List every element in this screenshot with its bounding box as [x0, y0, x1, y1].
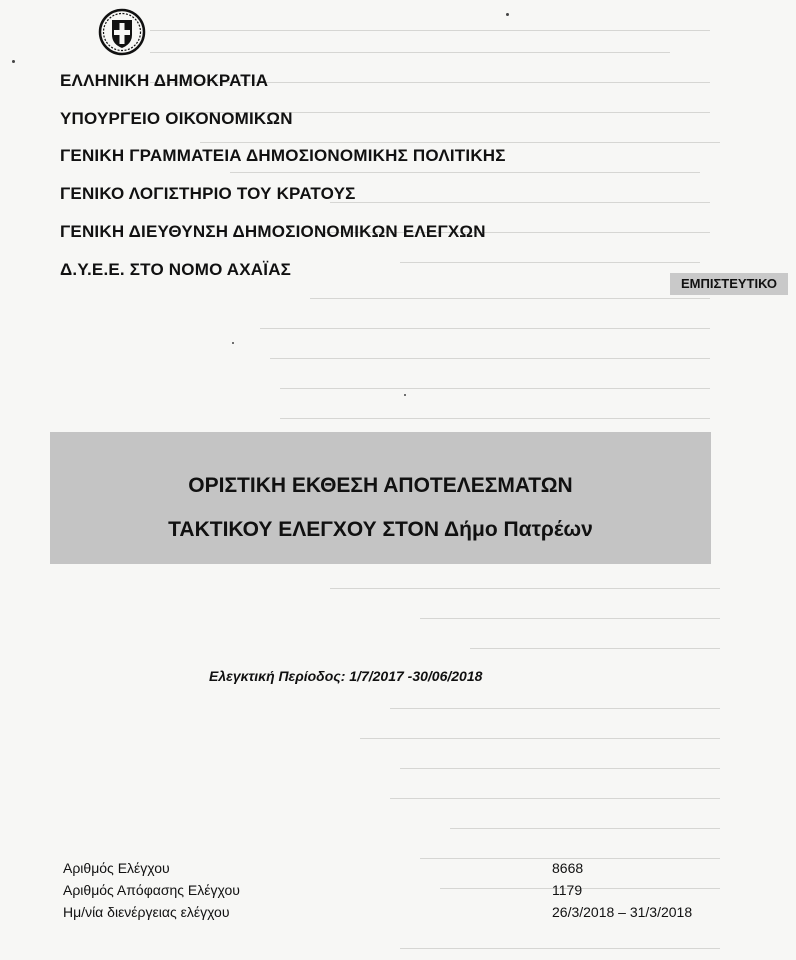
header-line-directorate: ΓΕΝΙΚΗ ΔΙΕΥΘΥΝΣΗ ΔΗΜΟΣΙΟΝΟΜΙΚΩΝ ΕΛΕΓΧΩΝ: [60, 222, 486, 241]
audit-info-row: [63, 882, 743, 904]
classification-badge: ΕΜΠΙΣΤΕΥΤΙΚΟ: [670, 273, 788, 295]
issuing-authority-header: [60, 70, 506, 297]
audit-period: Ελεγκτική Περίοδος: 1/7/2017 -30/06/2018: [209, 668, 483, 684]
header-line-secretariat: ΓΕΝΙΚΗ ΓΡΑΜΜΑΤΕΙΑ ΔΗΜΟΣΙΟΝΟΜΙΚΗΣ ΠΟΛΙΤΙΚΗΣ: [60, 146, 506, 165]
audit-decision-number-label: Αριθμός Απόφασης Ελέγχου: [63, 882, 240, 898]
audit-info-table: [63, 860, 743, 926]
header-line-republic: ΕΛΛΗΝΙΚΗ ΔΗΜΟΚΡΑΤΙΑ: [60, 71, 269, 90]
audit-info-row: [63, 860, 743, 882]
report-title-line-1: ΟΡΙΣΤΙΚΗ ΕΚΘΕΣΗ ΑΠΟΤΕΛΕΣΜΑΤΩΝ: [188, 474, 573, 497]
audit-decision-number-value: 1179: [552, 882, 583, 898]
header-line-ministry: ΥΠΟΥΡΓΕΙΟ ΟΙΚΟΝΟΜΙΚΩΝ: [60, 109, 293, 128]
audit-info-row: [63, 904, 743, 926]
greek-coat-of-arms-icon: [98, 8, 146, 56]
header-line-regional-service: Δ.Υ.Ε.Ε. ΣΤΟ ΝΟΜΟ ΑΧΑΪΑΣ: [60, 260, 292, 279]
audit-number-label: Αριθμός Ελέγχου: [63, 860, 170, 876]
audit-date-value: 26/3/2018 – 31/3/2018: [552, 904, 693, 920]
header-line-accounting-office: ΓΕΝΙΚΟ ΛΟΓΙΣΤΗΡΙΟ ΤΟΥ ΚΡΑΤΟΥΣ: [60, 184, 356, 203]
audit-number-value: 8668: [552, 860, 584, 876]
report-title-line-2: ΤΑΚΤΙΚΟΥ ΕΛΕΓΧΟΥ ΣΤΟΝ Δήμο Πατρέων: [168, 518, 593, 541]
audit-date-label: Ημ/νία διενέργειας ελέγχου: [63, 904, 230, 920]
report-title-box: [50, 432, 711, 564]
